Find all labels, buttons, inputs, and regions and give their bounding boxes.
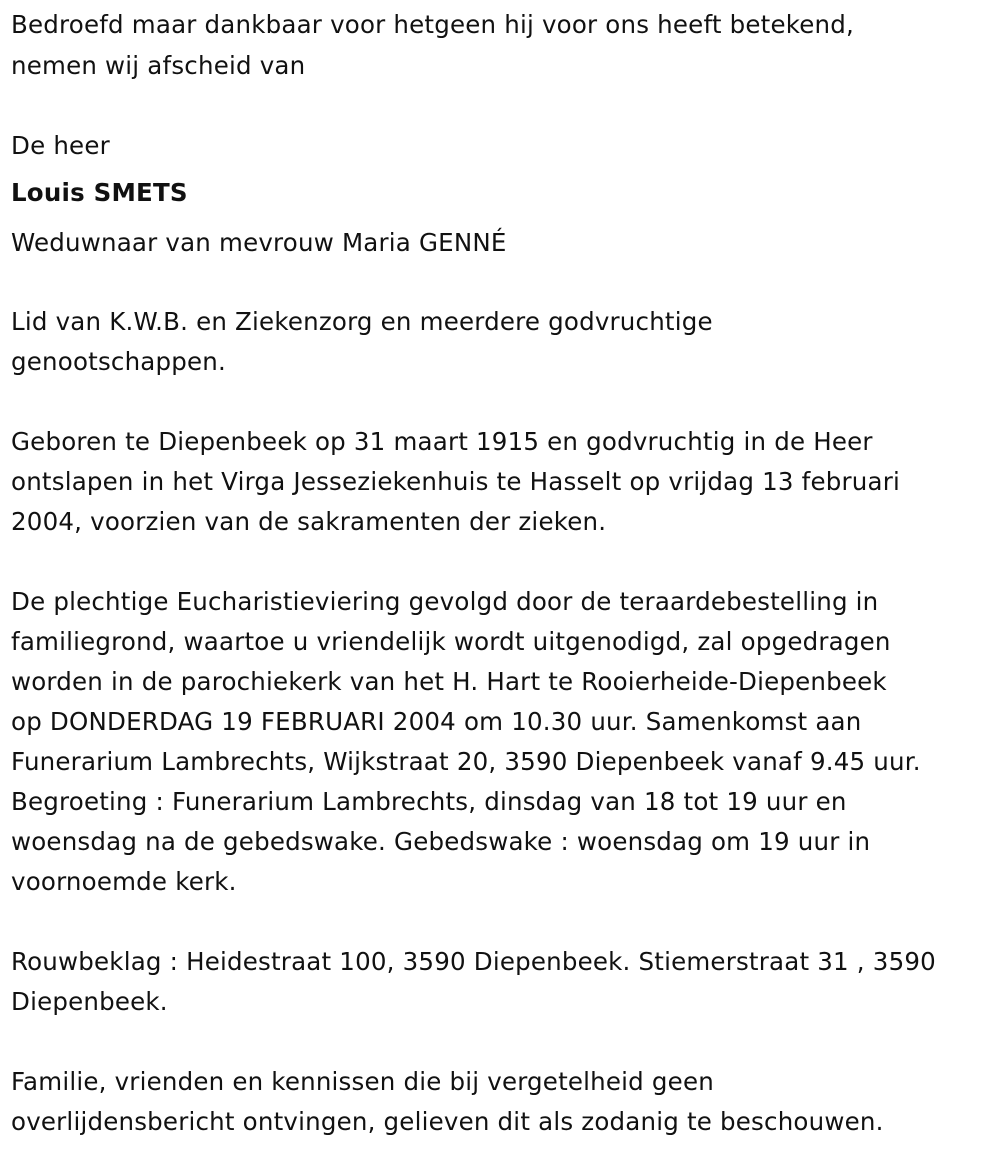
condolence-line-1: Rouwbeklag : Heidestraat 100, 3590 Diepenbeek. Stiemerstraat 31 , 3590 xyxy=(11,947,936,976)
intro-line-1: Bedroefd maar dankbaar voor hetgeen hij voor ons heeft betekend, xyxy=(11,10,854,39)
membership-line-1: Lid van K.W.B. en Ziekenzorg en meerdere godvruchtige xyxy=(11,307,713,336)
deceased-name: Louis SMETS xyxy=(11,178,188,207)
ceremony-line-8: voornoemde kerk. xyxy=(11,867,237,896)
membership-line-2: genootschappen. xyxy=(11,347,227,376)
ceremony-line-7: woensdag na de gebedswake. Gebedswake : woensdag om 19 uur in xyxy=(11,827,871,856)
ceremony-line-1: De plechtige Eucharistieviering gevolgd door de teraardebestelling in xyxy=(11,587,879,616)
closing-line-2: overlijdensbericht ontvingen, gelieven dit als zodanig te beschouwen. xyxy=(11,1107,884,1136)
ceremony-line-6: Begroeting : Funerarium Lambrechts, dinsdag van 18 tot 19 uur en xyxy=(11,787,847,816)
closing-line-1: Familie, vrienden en kennissen die bij vergetelheid geen xyxy=(11,1067,714,1096)
widower-line: Weduwnaar van mevrouw Maria GENNÉ xyxy=(11,228,507,257)
intro-line-2: nemen wij afscheid van xyxy=(11,51,306,80)
birth-death-line-1: Geboren te Diepenbeek op 31 maart 1915 en godvruchtig in de Heer xyxy=(11,427,873,456)
ceremony-line-4: op DONDERDAG 19 FEBRUARI 2004 om 10.30 uur. Samenkomst aan xyxy=(11,707,862,736)
ceremony-line-2: familiegrond, waartoe u vriendelijk wordt uitgenodigd, zal opgedragen xyxy=(11,627,891,656)
condolence-line-2: Diepenbeek. xyxy=(11,987,168,1016)
salutation: De heer xyxy=(11,131,110,160)
birth-death-line-2: ontslapen in het Virga Jesseziekenhuis te Hasselt op vrijdag 13 februari xyxy=(11,467,900,496)
ceremony-line-3: worden in de parochiekerk van het H. Hart te Rooierheide-Diepenbeek xyxy=(11,667,887,696)
birth-death-line-3: 2004, voorzien van de sakramenten der zieken. xyxy=(11,507,607,536)
ceremony-line-5: Funerarium Lambrechts, Wijkstraat 20, 3590 Diepenbeek vanaf 9.45 uur. xyxy=(11,747,921,776)
